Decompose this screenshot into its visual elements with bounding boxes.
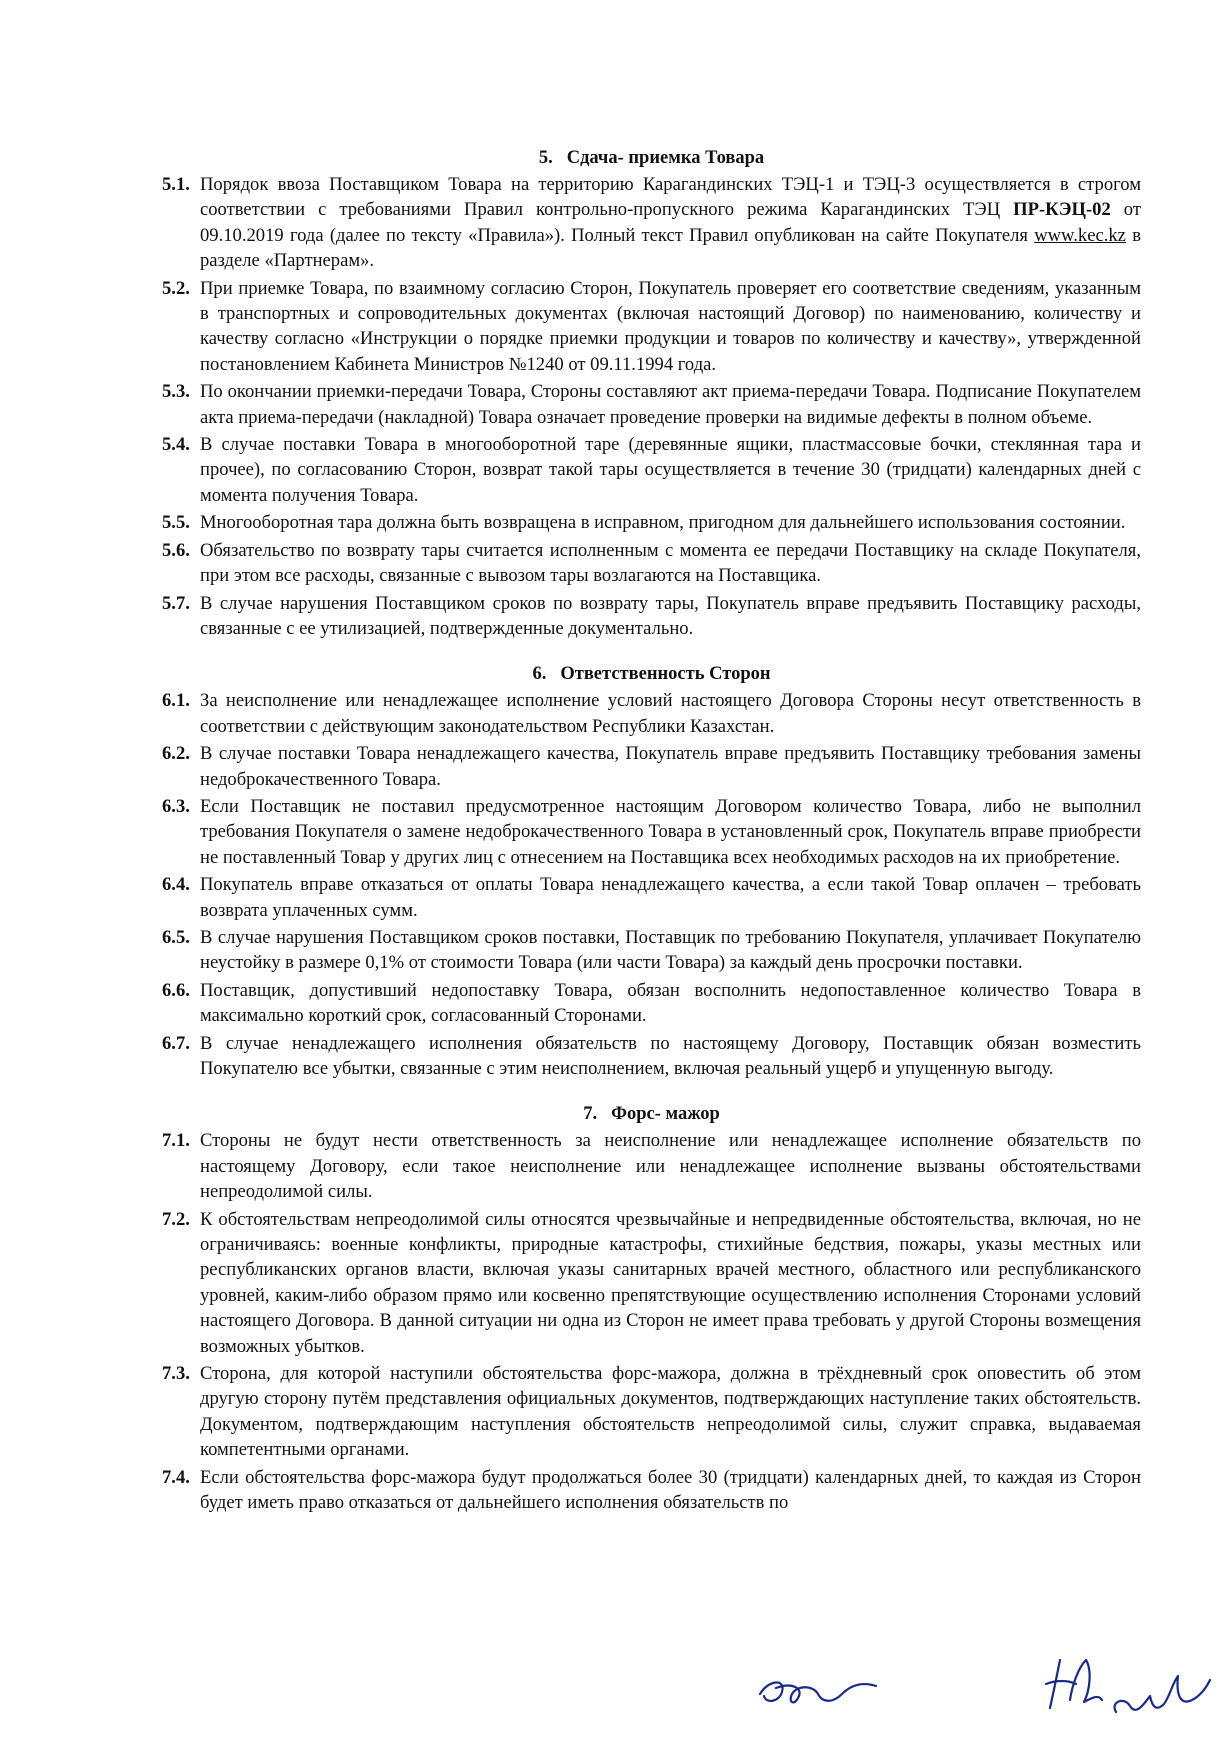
clause-number: 7.1.	[162, 1130, 190, 1152]
clause-number: 6.3.	[162, 795, 190, 817]
clause-5-5	[162, 510, 1141, 535]
clause-text: За неисполнение или ненадлежащее исполнение условий настоящего Договора Стороны несут ответственность в соответствии с действующим законодательством Республики Казахстан.	[200, 690, 1141, 737]
section-number: 7.	[583, 1104, 598, 1125]
clause-number: 5.2.	[162, 277, 190, 299]
clause-text: Поставщик, допустивший недопоставку Товара, обязан восполнить недопоставленное количество Товара в максимально короткий срок, согласованный Сторонами.	[200, 979, 1141, 1027]
section-title-text: Ответственность Сторон	[560, 664, 771, 685]
section-title-text: Форс- мажор	[611, 1104, 720, 1125]
clause-6-5	[162, 925, 1141, 976]
clause-number: 6.4.	[162, 874, 190, 896]
section-number: 5.	[538, 148, 553, 168]
clause-text: Покупатель вправе отказаться от оплаты Товара ненадлежащего качества, а если такой Товар оплачен – требовать возврата уплаченных сумм.	[200, 874, 1141, 921]
website-link[interactable]: www.kec.kz	[1034, 224, 1126, 246]
section-spacer	[162, 643, 1141, 663]
clause-7-3	[162, 1361, 1141, 1463]
clause-number: 5.4.	[162, 434, 190, 456]
section-title	[162, 663, 1141, 685]
section-title-text: Сдача- приемка Товара	[566, 148, 765, 168]
clause-5-3	[162, 379, 1141, 430]
clause-text: Обязательство по возврату тары считается исполненным с момента ее передачи Поставщику на складе Покупателя, при этом все расходы, связанные с вывозом тары возлагаются на Поставщика.	[200, 539, 1141, 587]
section-6	[162, 663, 1141, 1081]
clause-number: 5.1.	[162, 174, 190, 195]
clause-5-7	[162, 591, 1141, 642]
clause-number: 5.5.	[162, 512, 190, 534]
clause-text: Многооборотная тара должна быть возвращена в исправном, пригодном для дальнейшего использования состоянии.	[200, 512, 1126, 534]
clause-6-6	[162, 978, 1141, 1029]
clause-number: 7.2.	[162, 1208, 190, 1230]
clause-6-4	[162, 872, 1141, 923]
clause-6-2	[162, 741, 1141, 792]
clause-text: в разделе «Партнерам».	[200, 224, 1141, 272]
clause-6-3	[162, 794, 1141, 870]
clause-7-2	[162, 1207, 1141, 1359]
clause-number: 6.1.	[162, 690, 190, 712]
clause-number: 6.6.	[162, 979, 190, 1001]
section-number: 6.	[532, 664, 547, 685]
clause-text: В случае нарушения Поставщиком сроков по возврату тары, Покупатель вправе предъявить Поставщику расходы, связанные с ее утилизацией, подтвержденные документально.	[200, 592, 1141, 639]
clause-text: Если обстоятельства форс-мажора будут продолжаться более 30 (тридцати) календарных дней, то каждая из Сторон будет иметь право отказаться от дальнейшего исполнения обязательств по	[200, 1466, 1141, 1514]
clause-7-4	[162, 1465, 1141, 1516]
clause-5-1	[162, 172, 1141, 274]
clause-5-6	[162, 538, 1141, 589]
signature-initials-left	[752, 1660, 902, 1720]
clause-6-7	[162, 1031, 1141, 1082]
clause-number: 6.7.	[162, 1032, 190, 1054]
clause-text: от 09.10.2019 года (далее по тексту «Правила»). Полный текст Правил опубликован на сайте Покупателя	[200, 199, 1141, 246]
clause-number: 6.2.	[162, 743, 190, 765]
clause-text: В случае поставки Товара ненадлежащего качества, Покупатель вправе предъявить Поставщику требования замены недоброкачественного Товара.	[200, 743, 1141, 790]
clause-text: В случае нарушения Поставщиком сроков поставки, Поставщик по требованию Покупателя, уплачивает Покупателю неустойку в размере 0,1% от стоимости Товара (или части Товара) за каждый день просрочки поставки.	[200, 926, 1141, 974]
clause-number: 7.3.	[162, 1363, 190, 1385]
clause-text: К обстоятельствам непреодолимой силы относятся чрезвычайные и непредвиденные обстоятельства, включая, но не ограничиваясь: военные конфликты, природные катастрофы, стихийные бедствия, пожары, указы местных или республиканских органов власти, включая указы санитарных врачей местного, областного или республиканского уровней, каким-либо образом прямо или косвенно препятствующие осуществлению исполнения Сторонами условий настоящего Договора. В данной ситуации ни одна из Сторон не имеет права требовать у другой Стороны возмещения возможных убытков.	[200, 1208, 1141, 1357]
clause-text: В случае ненадлежащего исполнения обязательств по настоящему Договору, Поставщик обязан возместить Покупателю все убытки, связанные с этим неисполнением, включая реальный ущерб и упущенную выгоду.	[200, 1032, 1141, 1079]
clause-number: 5.6.	[162, 539, 190, 561]
clause-number: 5.7.	[162, 592, 190, 614]
clause-5-2	[162, 276, 1141, 378]
clause-number: 7.4.	[162, 1466, 190, 1488]
clause-text: Сторона, для которой наступили обстоятельства форс-мажора, должна в трёхдневный срок оповестить об этом другую сторону путём представления официальных документов, подтверждающих наступление таких обстоятельств. Документом, подтверждающим наступления обстоятельств непреодолимой силы, служит справка, выдаваемая компетентными органами.	[200, 1363, 1141, 1461]
clause-text: При приемке Товара, по взаимному согласию Сторон, Покупатель проверяет его соответствие сведениям, указанным в транспортных и сопроводительных документах (включая настоящий Договор) по наименованию, количеству и качеству согласно «Инструкции о порядке приемки продукции и товаров по количеству и качеству», утвержденной постановлением Кабинета Министров №1240 от 09.11.1994 года.	[200, 277, 1141, 375]
clause-text: Если Поставщик не поставил предусмотренное настоящим Договором количество Товара, либо не выполнил требования Покупателя о замене недоброкачественного Товара в установленный срок, Покупатель вправе приобрести не поставленный Товар у других лиц с отнесением на Поставщика всех необходимых расходов на их приобретение.	[200, 795, 1141, 868]
clause-number: 6.5.	[162, 926, 190, 948]
section-spacer	[162, 1083, 1141, 1103]
clause-text: Порядок ввоза Поставщиком Товара на территорию Карагандинских ТЭЦ-1 и ТЭЦ-3 осуществляется в строгом соответствии с требованиями Правил контрольно-пропускного режима Карагандинских ТЭЦ	[200, 174, 1141, 221]
clause-text: В случае поставки Товара в многооборотной таре (деревянные ящики, пластмассовые бочки, стеклянная тара и прочее), по согласованию Сторон, возврат такой тары осуществляется в течение 30 (тридцати) календарных дней с момента получения Товара.	[200, 434, 1141, 506]
clause-number: 5.3.	[162, 381, 190, 403]
section-title	[162, 147, 1141, 169]
clause-6-1	[162, 688, 1141, 739]
rules-code: ПР-КЭЦ-02	[1013, 199, 1111, 221]
clause-text: По окончании приемки-передачи Товара, Стороны составляют акт приема-передачи Товара. Подписание Покупателем акта приема-передачи (накладной) Товара означает проведение проверки на видимые дефекты в полном объеме.	[200, 381, 1141, 428]
section-5	[162, 147, 1141, 641]
signature-initials-right	[1040, 1640, 1220, 1730]
clause-text: Стороны не будут нести ответственность за неисполнение или ненадлежащее исполнение обязательств по настоящему Договору, если такое неисполнение или ненадлежащее исполнение вызваны обстоятельствами непреодолимой силы.	[200, 1130, 1141, 1203]
section-title	[162, 1103, 1141, 1125]
clause-5-4	[162, 432, 1141, 508]
section-7	[162, 1103, 1141, 1515]
clause-7-1	[162, 1128, 1141, 1204]
